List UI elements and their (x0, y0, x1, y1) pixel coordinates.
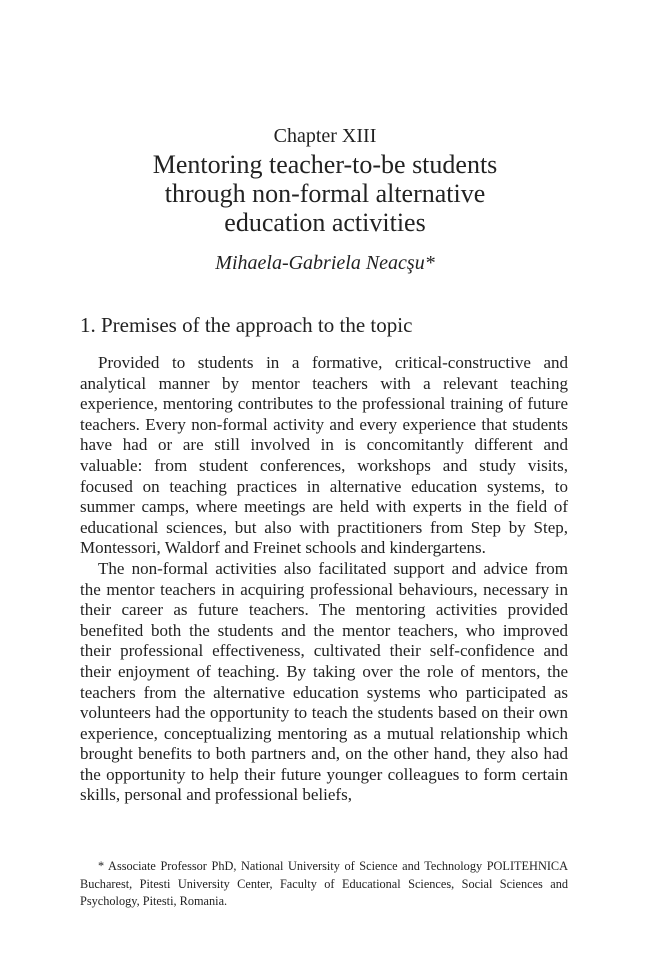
chapter-label: Chapter XIII (273, 125, 377, 147)
author-name: Mihaela-Gabriela Neacşu* (215, 252, 435, 274)
chapter-title-line: through non-formal alternative (164, 179, 486, 208)
footnote (80, 858, 568, 911)
body-paragraph: The non-formal activities also facilitated support and advice from the mentor teachers in acquiring professional behaviours, necessary in their career as future teachers. The mentoring activities provided benefited both the students and the mentor teachers, who improved their professional effectiveness, cultivated their self-confidence and their enjoyment of teaching. By taking over the role of mentors, the teachers from the alternative education systems who participated as volunteers had the opportunity to teach the students based on their own experience, conceptualizing mentoring as a mutual relationship which brought benefits to both partners and, on the other hand, they also had the opportunity to help their future younger colleagues to form certain skills, personal and professional beliefs, (80, 558, 568, 805)
body-text (80, 353, 568, 806)
body-paragraph: Provided to students in a formative, critical-constructive and analytical manner by mentor teachers with a relevant teaching experience, mentoring contributes to the professional training of future teachers. Every non-formal activity and every experience that students have had or are still involved in is concomitantly different and valuable: from student conferences, workshops and study visits, focused on teaching practices in alternative education systems, to summer camps, where meetings are held with experts in the field of educational sciences, but also with practitioners from Step by Step, Montessori, Waldorf and Freinet schools and kindergartens. (80, 353, 568, 558)
chapter-title (80, 150, 570, 237)
chapter-title-line: Mentoring teacher-to-be students (152, 150, 498, 179)
section-heading: 1. Premises of the approach to the topic (80, 313, 413, 337)
chapter-title-line: education activities (224, 208, 426, 237)
footnote-text: * Associate Professor PhD, National University of Science and Technology POLITEHNICA Bucharest, Pitesti University Center, Faculty of Educational Sciences, Social Sciences and Psychology, Pitesti, Romania. (80, 859, 568, 908)
